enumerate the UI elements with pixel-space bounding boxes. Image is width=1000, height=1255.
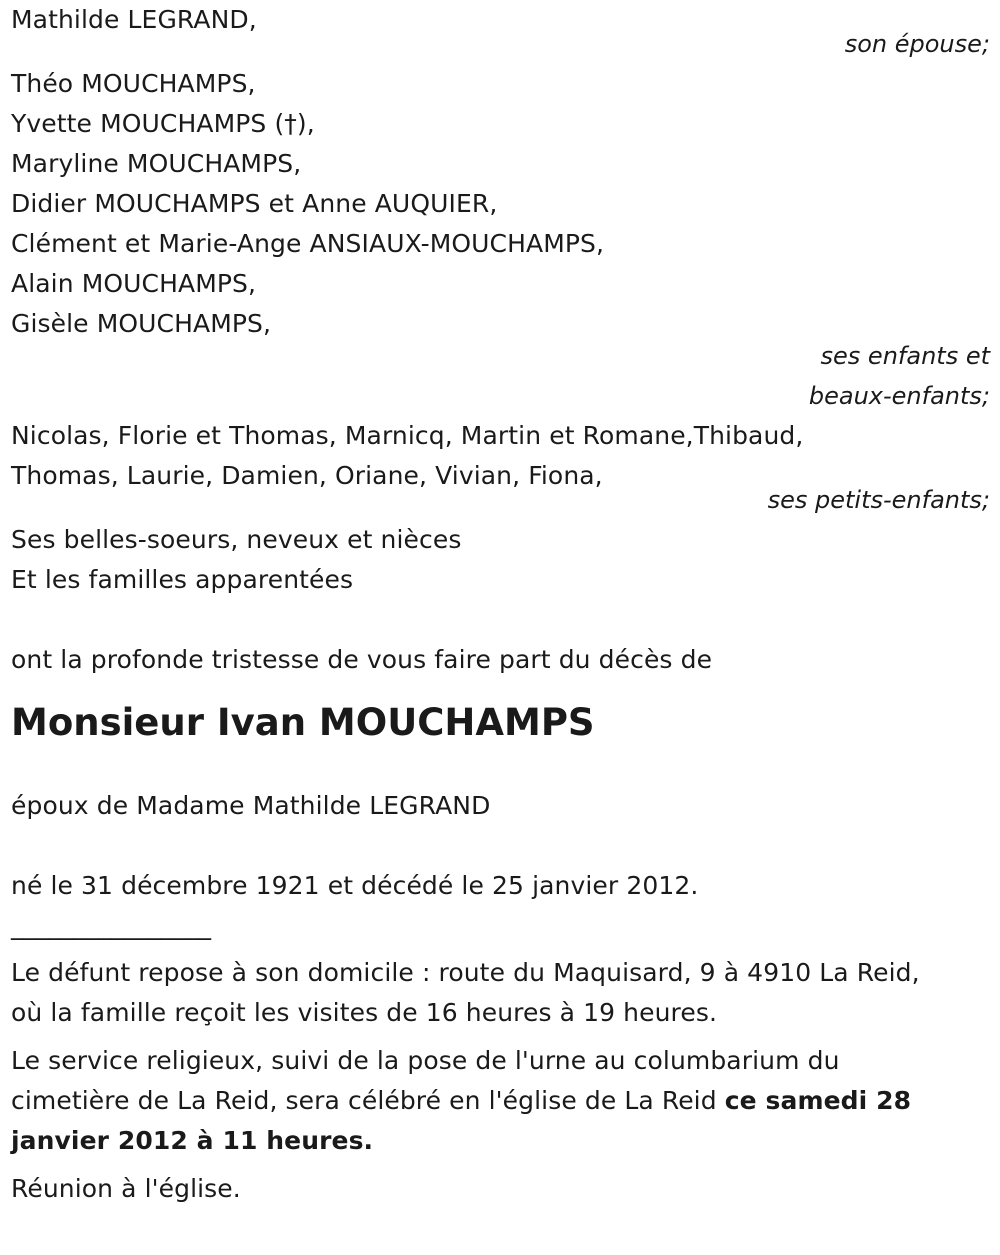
grandchildren-role: ses petits-enfants; [767, 486, 990, 514]
children-list [11, 64, 990, 344]
service-line2-text: cimetière de La Reid, sera célébré en l'église de La Reid [11, 1086, 725, 1115]
service-line1: Le service religieux, suivi de la pose de l'urne au columbarium du [11, 1046, 840, 1075]
obituary-notice [11, 0, 990, 1209]
deceased-spouse: époux de Madame Mathilde LEGRAND [11, 791, 491, 820]
announcement-text: ont la profonde tristesse de vous faire part du décès de [11, 645, 713, 674]
meeting-text: Réunion à l'église. [11, 1174, 241, 1203]
wife-role: son épouse; [844, 30, 990, 58]
relatives-line1: Ses belles-soeurs, neveux et nièces [11, 525, 462, 554]
deceased-name: Monsieur Ivan MOUCHAMPS [11, 701, 595, 744]
grandchildren-line2: Thomas, Laurie, Damien, Oriane, Vivian, Fiona, [11, 461, 603, 490]
child-name: Didier MOUCHAMPS et Anne AUQUIER, [11, 189, 498, 218]
deceased-dates: né le 31 décembre 1921 et décédé le 25 janvier 2012. [11, 871, 699, 900]
rest-paragraph [11, 953, 990, 1033]
service-date-bold2: janvier 2012 à 11 heures. [11, 1126, 374, 1155]
rest-line1: Le défunt repose à son domicile : route du Maquisard, 9 à 4910 La Reid, [11, 958, 920, 987]
wife-name: Mathilde LEGRAND, [11, 5, 257, 34]
child-name: Gisèle MOUCHAMPS, [11, 309, 272, 338]
service-date-bold1: ce samedi 28 [724, 1086, 912, 1115]
child-name: Clément et Marie-Ange ANSIAUX-MOUCHAMPS, [11, 229, 605, 258]
children-role-line1: ses enfants et [820, 342, 990, 370]
child-name: Yvette MOUCHAMPS (†), [11, 109, 315, 138]
service-paragraph [11, 1041, 990, 1161]
service-line2 [11, 1081, 990, 1121]
rest-line2: où la famille reçoit les visites de 16 heures à 19 heures. [11, 998, 718, 1027]
relatives [11, 520, 990, 600]
separator-line: ________________ [11, 911, 211, 940]
children-role-line2: beaux-enfants; [808, 382, 990, 410]
relatives-line2: Et les familles apparentées [11, 565, 354, 594]
child-name: Maryline MOUCHAMPS, [11, 149, 302, 178]
child-name: Théo MOUCHAMPS, [11, 69, 256, 98]
child-name: Alain MOUCHAMPS, [11, 269, 257, 298]
grandchildren-line1: Nicolas, Florie et Thomas, Marnicq, Martin et Romane,Thibaud, [11, 421, 804, 450]
